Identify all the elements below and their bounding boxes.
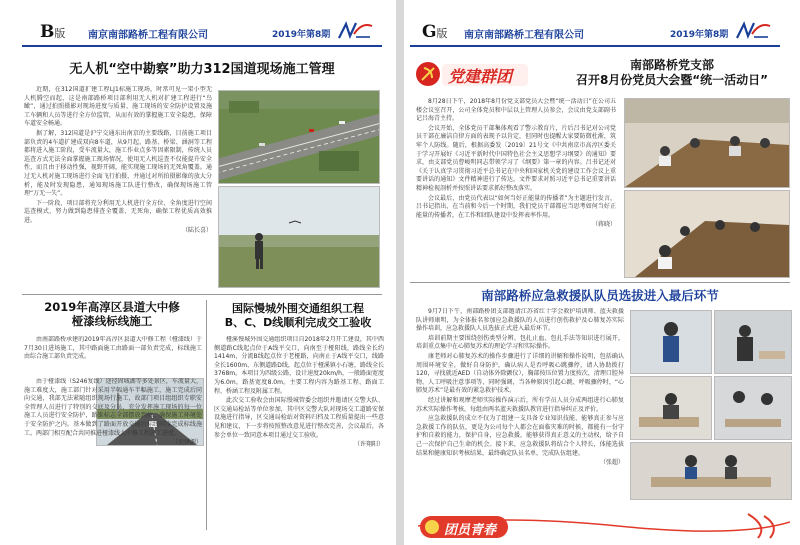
drone-operator-photo	[218, 186, 380, 288]
edition-label: B版	[40, 22, 66, 42]
paragraph: 据了解，312国道是沪宁交通东出南京的主要线路，目前施工项目部负责的4车道扩建成双向8车道，从9月起，路基、桥梁、涵洞等工程都将进入施工阶段，受车流量大，施工作业点多等因素限制，传统人员巡查方式无法全面掌握施工现场情况，使用无人机巡查不仅能提升安全性，而且由于移动性强，视野开阔，能实现施工现场的无死角覆盖。通过无人机对施工现场进行全面飞行拍摄，并通过对所拍摄影像的放大分析，能及时发现隐患，通知现场施工队进行整改，确保现场施工管理“万无一失”。	[24, 129, 212, 198]
article-body-marking-top	[24, 336, 202, 376]
rescue-training-photo-3	[630, 376, 712, 440]
header-rule	[410, 45, 780, 47]
issue-number: 2019年第8期	[670, 30, 729, 40]
article-signature: （史泽源）	[171, 439, 202, 447]
company-name: 南京南部路桥工程有限公司	[88, 30, 208, 41]
paragraph: 近期，在312国道扩建工程LJ1标施工现场，时常可见一架小型无人机腾空而起，这是南部路桥项目部利用无人机对扩建工程进行“鸟瞰”，通过拍照摄影对现场进度与质量、施工现场的安全防护设置及施工车辆和人员等进行全方位监管，从而有效的掌握施工安全隐患，保障车道安全畅通。	[24, 86, 212, 128]
party-building-banner	[414, 56, 532, 92]
paragraph: 会议开始，全体党员干部集体观看了警示教育片，片后吕书记对公司党员干部在廉洁自律方面的表现予以肯定，但同时也提醒大家要防微杜渐，筑牢个人防线。随后，根据高委发〔2019〕21号文《中共南京市高淳区委关于学习开展好《习近平新时代中国特色社会主义思想学习纲要》的通知》要求，由支部党员曹峻明同志带领学习了《纲要》第一章的内容。吕书记还对《关于认真学习贯彻习近平总书记在中央和国家机关党的建设工作会议上重要讲话的通知》文件精神进行了传达，文件要求对照习近平总书记重要讲话精神检视剖析并按照讲话要求抓好整改落实。	[416, 124, 616, 192]
column-divider	[206, 300, 207, 530]
right-page	[404, 0, 800, 545]
paragraph: 经过讲解和观摩老师实际操作演示后，所有学员人员分成两组进行心肺复苏术实际操作考核，每组由两名蓝天救援队教官进行指导纠正及评价。	[416, 396, 624, 413]
paragraph: 此次交工验收会由国际慢城管委会组织并邀请区交警大队、区交通局检站等单位参加，其中区交警大队对现场交工道路安保设施进行指导，区交通局检站对资料归档及工程质量提出一些意见和建议，下一步将按照整改意见进行整改完善，会议最后，各参会单位一致同意本项目通过交工验收。	[214, 397, 384, 439]
youth-banner-text: 团员青春	[444, 523, 497, 538]
paragraph: 由南部路桥承建的2019年高淳区县道大中修工程（桠漆线）于7月30日进场施工，其中路面施工由路面一部负责完成，标线施工由综合施工部负责完成。	[24, 336, 202, 361]
article-signature: （许翔阳）	[353, 441, 384, 449]
paragraph: 桠溪慢城外围交通组织项目自2018年2月开工建设，其中西侧道路C线起点位于A线平交口，向南至于桠阳线，路线全长约1414m，分流B线起点位于老桠路，向南止于A线平交口，线路全长1600m，东侧道路D线，起点位于桠溪镇小石塘，路线全长3768m。本项目为四级公路，设计速度20km/h，一般路面宽度为6.0m，路基宽度8.0m。主要工程内容为路基工程、路面工程、桥涵工程及附属工程。	[214, 336, 384, 395]
meeting-photo-bottom	[624, 190, 790, 278]
title-line: 召开8月份党员大会暨“统一活动日”	[575, 73, 769, 87]
article-signature: （蒋晓）	[591, 221, 616, 229]
article-signature: （张超）	[599, 459, 624, 467]
company-logo-icon	[336, 20, 374, 40]
paragraph: 8月28日下午，2018年8月份党支部党员大会暨“统一活动日”在公司五楼会议室召开，公司全体党员和中层以上管理人员参会，会议由党支部副书记吕海青主持。	[416, 98, 616, 123]
paragraph: 9月7日下午，南部路桥团支部邀请江苏省红十字会救护培训师、蓝天救援队讲师康明，为全体报名参加应急救援队的人员进行创伤救护及心肺复苏实际操作培训，应急救援队人员选拔正式进入最后环节。	[416, 308, 624, 333]
section-divider	[22, 294, 382, 295]
title-line: 桠漆线标线施工	[71, 314, 153, 329]
article-body-slowcity	[214, 336, 384, 530]
issue-number: 2019年第8期	[272, 30, 331, 40]
company-name: 南京南部路桥工程有限公司	[464, 30, 584, 41]
youth-league-banner	[418, 512, 790, 540]
paragraph: 会议最后，由党员代表以“如何当好正能量的传播者”为主题进行发言，吕书记指出，在当前和今后一个时期，我们党员干部都应当思考如何当好正能量的传播者，在工作和团队建设中发挥表率作用。	[416, 194, 616, 219]
page-gutter	[396, 0, 404, 545]
left-page	[0, 0, 396, 545]
left-page-header	[0, 22, 396, 42]
header-rule	[22, 45, 382, 47]
article-title-drone: 无人机“空中勘察”助力312国道现场施工管理	[69, 62, 335, 77]
paragraph: 应急救援队的成立不仅为了组建一支具备专业知识技能、能够真正参与应急救援工作的队伍，更是为公司每个人都会在面临灾难的时候，都能有一份守护和自救的能力，保护自身，应急救援，能够获得真正意义的主动权，给予自己一次保护自己生命的机会。接下来，应急救援队将结合个人特长，体能选拔结果和健康知识考核结果，最终确定队员名单，完成队伍组建。	[416, 415, 624, 457]
aerial-highway-photo	[218, 90, 380, 184]
paragraph: 培训前期主要围绕创伤类型分辨、包扎止血、包扎手法等知识进行展开，培训重点集中在心肺复苏术的理论学习和实际操作。	[416, 334, 624, 351]
edition-label: G版	[422, 22, 448, 42]
rescue-training-photo-4	[714, 376, 792, 440]
title-line: 南部路桥党支部	[629, 58, 714, 72]
title-line: 2019年高淳区县道大中修	[44, 300, 180, 314]
article-signature: （陆长喜）	[181, 226, 212, 234]
right-page-header	[404, 22, 800, 42]
paragraph: 下一阶段，项目部将充分利用无人机进行全方位、全角度进行空间巡查模式，努力做到隐患排查全覆盖、无死角，确保工程优质高效推进。	[24, 199, 212, 224]
article-title-party-meeting	[554, 58, 790, 88]
section-divider	[410, 282, 790, 283]
article-body-rescue-team	[416, 308, 624, 522]
article-body-marking	[24, 378, 202, 528]
title-line: B、C、D线顺利完成交工验收	[224, 315, 372, 329]
article-title-marking	[22, 300, 202, 329]
article-body-drone	[24, 86, 212, 318]
meeting-photo-top	[624, 98, 790, 188]
company-logo-icon	[734, 20, 772, 40]
rescue-training-photo-5	[630, 442, 792, 500]
title-line: 国际慢城外围交通组织工程	[232, 302, 364, 315]
rescue-training-photo-1	[630, 310, 712, 374]
rescue-training-photo-2	[714, 310, 792, 374]
article-title-rescue-team: 南部路桥应急救援队队员选拔进入最后环节	[481, 288, 719, 303]
article-body-party-meeting	[416, 98, 616, 278]
party-banner-text: 党建群团	[448, 67, 513, 86]
paragraph: 康老师对心肺复苏术的操作步骤进行了详细的讲解和操作说明，包括确认周围环境安全，做好自身防护，确认病人是否呼吸心跳骤停，请人协助拨打120，寻找就近AED（自动体外除颤仪），胸部按压位置力度按次，清理口腔异物、人工呼吸注意事项等，同时强调，当各种原因引起心跳、呼吸骤停时，“心肺复苏术”是最有效的紧急救护技术。	[416, 352, 624, 395]
paragraph: 由于桠漆线（S246复线）途径固城湖等多处景区，车流量大，施工难度大，施工部门针对采用半幅通车半幅施工，施工完成后同向交通，我部无法紧随组织现场行施工，故部门项目组组织专职安全管理人员进行了特别的交底及分员，充分发挥施工现场的每一位施工人员进行安全防护，路锥标志全部摆放到位，确保施工环境处于安全防护之内。基本做到了路面开放交通后标线同步完成标线施工。两部门相互配合共同推进桠漆线大中修工程施工进度。	[24, 378, 202, 437]
article-title-slowcity	[210, 302, 386, 330]
